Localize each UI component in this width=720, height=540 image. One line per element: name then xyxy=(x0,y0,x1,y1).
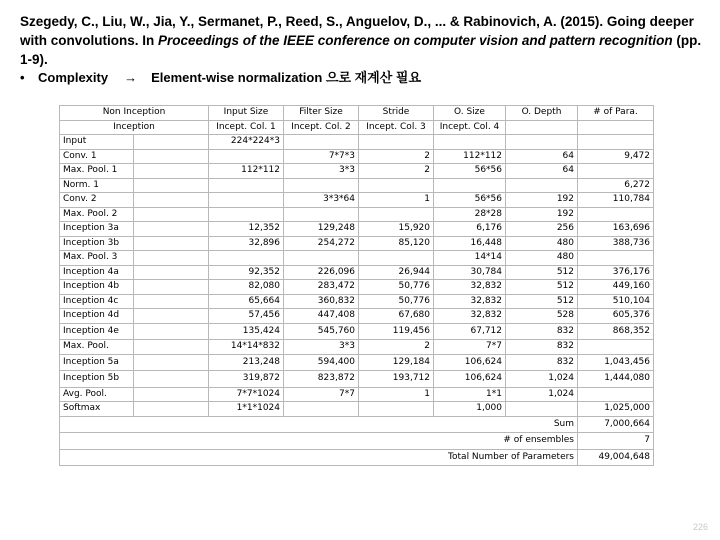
value-cell xyxy=(359,402,434,417)
value-cell: 510,104 xyxy=(578,294,654,309)
value-cell xyxy=(434,135,506,150)
value-cell: 605,376 xyxy=(578,309,654,324)
header-cell: Filter Size xyxy=(284,106,359,121)
subheader-cell: Incept. Col. 2 xyxy=(284,120,359,135)
layer-name-cell: Max. Pool. xyxy=(60,340,134,355)
value-cell: 7*7*3 xyxy=(284,149,359,164)
value-cell: 26,944 xyxy=(359,265,434,280)
summary-value: 7 xyxy=(578,433,654,450)
value-cell: 1 xyxy=(359,193,434,208)
bullet-marker: • xyxy=(20,70,25,85)
spacer-cell xyxy=(134,135,209,150)
subheader-cell: Incept. Col. 4 xyxy=(434,120,506,135)
value-cell: 528 xyxy=(506,309,578,324)
subheader-cell: Inception xyxy=(60,120,209,135)
spacer-cell xyxy=(134,387,209,402)
value-cell: 32,832 xyxy=(434,280,506,295)
value-cell: 226,096 xyxy=(284,265,359,280)
value-cell xyxy=(578,387,654,402)
value-cell: 376,176 xyxy=(578,265,654,280)
spacer-cell xyxy=(134,371,209,388)
value-cell: 14*14*832 xyxy=(209,340,284,355)
table-row xyxy=(60,251,654,266)
layer-name-cell: Avg. Pool. xyxy=(60,387,134,402)
spacer-cell xyxy=(134,251,209,266)
value-cell: 1 xyxy=(359,387,434,402)
layer-name-cell: Inception 5b xyxy=(60,371,134,388)
table-header-row xyxy=(60,106,654,121)
value-cell xyxy=(284,135,359,150)
layer-name-cell: Inception 3a xyxy=(60,222,134,237)
layer-name-cell: Inception 4d xyxy=(60,309,134,324)
table-subheader-row xyxy=(60,120,654,135)
value-cell: 868,352 xyxy=(578,323,654,340)
value-cell: 192 xyxy=(506,193,578,208)
spacer-cell xyxy=(134,149,209,164)
value-cell: 832 xyxy=(506,340,578,355)
spacer-cell xyxy=(134,323,209,340)
page-number: 226 xyxy=(692,522,708,532)
summary-row xyxy=(60,433,654,450)
value-cell: 15,920 xyxy=(359,222,434,237)
value-cell: 56*56 xyxy=(434,193,506,208)
value-cell: 823,872 xyxy=(284,371,359,388)
value-cell: 28*28 xyxy=(434,207,506,222)
summary-label: Total Number of Parameters xyxy=(60,449,578,466)
value-cell xyxy=(578,135,654,150)
value-cell xyxy=(578,340,654,355)
value-cell: 14*14 xyxy=(434,251,506,266)
header-cell: O. Depth xyxy=(506,106,578,121)
spacer-cell xyxy=(134,309,209,324)
value-cell: 1*1 xyxy=(434,387,506,402)
value-cell: 2 xyxy=(359,149,434,164)
table-row xyxy=(60,371,654,388)
table-row xyxy=(60,149,654,164)
subheader-cell xyxy=(506,120,578,135)
value-cell: 512 xyxy=(506,265,578,280)
value-cell: 1,043,456 xyxy=(578,354,654,371)
table-row xyxy=(60,222,654,237)
subheader-cell xyxy=(578,120,654,135)
citation-authors: Szegedy, C., Liu, W., Jia, Y., Sermanet, P., Reed, S., Anguelov, D., ... & Rabinovich, A. (2015). Going deeper with convolutions. In xyxy=(20,14,694,48)
value-cell: 213,248 xyxy=(209,354,284,371)
spacer-cell xyxy=(134,193,209,208)
layer-name-cell: Softmax xyxy=(60,402,134,417)
value-cell xyxy=(209,193,284,208)
value-cell: 3*3 xyxy=(284,340,359,355)
table-row xyxy=(60,135,654,150)
value-cell: 9,472 xyxy=(578,149,654,164)
subheader-cell: Incept. Col. 1 xyxy=(209,120,284,135)
spacer-cell xyxy=(134,354,209,371)
table-row xyxy=(60,207,654,222)
value-cell xyxy=(578,164,654,179)
value-cell: 1,024 xyxy=(506,387,578,402)
value-cell: 110,784 xyxy=(578,193,654,208)
value-cell: 135,424 xyxy=(209,323,284,340)
value-cell xyxy=(578,207,654,222)
layer-name-cell: Inception 5a xyxy=(60,354,134,371)
value-cell: 832 xyxy=(506,354,578,371)
value-cell xyxy=(359,207,434,222)
header-cell: Stride xyxy=(359,106,434,121)
table-row xyxy=(60,402,654,417)
value-cell: 1,024 xyxy=(506,371,578,388)
value-cell xyxy=(578,251,654,266)
value-cell: 7*7 xyxy=(284,387,359,402)
layer-name-cell: Inception 4c xyxy=(60,294,134,309)
table-row xyxy=(60,323,654,340)
layer-name-cell: Inception 4e xyxy=(60,323,134,340)
value-cell: 388,736 xyxy=(578,236,654,251)
value-cell xyxy=(506,402,578,417)
value-cell: 32,832 xyxy=(434,309,506,324)
header-cell: O. Size xyxy=(434,106,506,121)
value-cell: 480 xyxy=(506,251,578,266)
value-cell: 50,776 xyxy=(359,280,434,295)
value-cell xyxy=(284,251,359,266)
spacer-cell xyxy=(134,236,209,251)
table-row xyxy=(60,236,654,251)
layer-name-cell: Input xyxy=(60,135,134,150)
summary-label: Sum xyxy=(60,416,578,433)
spacer-cell xyxy=(134,340,209,355)
spacer-cell xyxy=(134,265,209,280)
summary-value: 49,004,648 xyxy=(578,449,654,466)
value-cell xyxy=(209,207,284,222)
bullet-text: Element-wise normalization 으로 재계산 필요 xyxy=(151,70,422,85)
value-cell: 129,248 xyxy=(284,222,359,237)
table-row xyxy=(60,193,654,208)
value-cell: 32,896 xyxy=(209,236,284,251)
value-cell xyxy=(359,178,434,193)
value-cell xyxy=(284,402,359,417)
value-cell: 112*112 xyxy=(434,149,506,164)
header-cell: Non Inception xyxy=(60,106,209,121)
value-cell: 30,784 xyxy=(434,265,506,280)
value-cell: 283,472 xyxy=(284,280,359,295)
citation-venue: Proceedings of the IEEE conference on computer vision and pattern recognition xyxy=(158,33,673,48)
bullet-complexity xyxy=(20,67,421,86)
value-cell: 119,456 xyxy=(359,323,434,340)
value-cell: 64 xyxy=(506,149,578,164)
value-cell xyxy=(359,135,434,150)
layer-name-cell: Inception 3b xyxy=(60,236,134,251)
value-cell xyxy=(284,207,359,222)
layer-name-cell: Max. Pool. 2 xyxy=(60,207,134,222)
value-cell: 2 xyxy=(359,164,434,179)
value-cell: 92,352 xyxy=(209,265,284,280)
value-cell: 480 xyxy=(506,236,578,251)
citation xyxy=(20,12,710,69)
layer-name-cell: Conv. 2 xyxy=(60,193,134,208)
summary-row xyxy=(60,449,654,466)
value-cell: 6,176 xyxy=(434,222,506,237)
value-cell: 112*112 xyxy=(209,164,284,179)
arrow-right-icon: → xyxy=(124,70,138,85)
value-cell: 545,760 xyxy=(284,323,359,340)
header-cell: # of Para. xyxy=(578,106,654,121)
spacer-cell xyxy=(134,164,209,179)
value-cell: 192 xyxy=(506,207,578,222)
layer-name-cell: Max. Pool. 3 xyxy=(60,251,134,266)
table-row xyxy=(60,387,654,402)
value-cell: 82,080 xyxy=(209,280,284,295)
table-row xyxy=(60,294,654,309)
value-cell: 163,696 xyxy=(578,222,654,237)
value-cell: 32,832 xyxy=(434,294,506,309)
value-cell: 254,272 xyxy=(284,236,359,251)
spacer-cell xyxy=(134,222,209,237)
summary-row xyxy=(60,416,654,433)
value-cell xyxy=(284,178,359,193)
value-cell xyxy=(434,178,506,193)
value-cell: 512 xyxy=(506,294,578,309)
value-cell: 3*3*64 xyxy=(284,193,359,208)
value-cell: 85,120 xyxy=(359,236,434,251)
value-cell: 16,448 xyxy=(434,236,506,251)
value-cell: 193,712 xyxy=(359,371,434,388)
value-cell: 129,184 xyxy=(359,354,434,371)
value-cell: 67,680 xyxy=(359,309,434,324)
value-cell: 512 xyxy=(506,280,578,295)
value-cell: 832 xyxy=(506,323,578,340)
value-cell xyxy=(506,178,578,193)
value-cell: 12,352 xyxy=(209,222,284,237)
citation-pages: (pp. 1-9). xyxy=(20,33,702,67)
value-cell: 7*7 xyxy=(434,340,506,355)
table-row xyxy=(60,309,654,324)
value-cell: 6,272 xyxy=(578,178,654,193)
value-cell: 56*56 xyxy=(434,164,506,179)
table-row xyxy=(60,178,654,193)
layer-name-cell: Conv. 1 xyxy=(60,149,134,164)
spacer-cell xyxy=(134,207,209,222)
table-row xyxy=(60,340,654,355)
layer-name-cell: Max. Pool. 1 xyxy=(60,164,134,179)
parameter-table xyxy=(59,105,654,466)
table-row xyxy=(60,265,654,280)
spacer-cell xyxy=(134,280,209,295)
table-row xyxy=(60,354,654,371)
spacer-cell xyxy=(134,402,209,417)
layer-name-cell: Inception 4b xyxy=(60,280,134,295)
value-cell: 106,624 xyxy=(434,354,506,371)
value-cell xyxy=(209,251,284,266)
value-cell: 7*7*1024 xyxy=(209,387,284,402)
value-cell: 2 xyxy=(359,340,434,355)
layer-name-cell: Inception 4a xyxy=(60,265,134,280)
spacer-cell xyxy=(134,294,209,309)
table-body xyxy=(60,106,654,466)
summary-value: 7,000,664 xyxy=(578,416,654,433)
value-cell: 65,664 xyxy=(209,294,284,309)
value-cell: 64 xyxy=(506,164,578,179)
value-cell: 449,160 xyxy=(578,280,654,295)
summary-label: # of ensembles xyxy=(60,433,578,450)
value-cell: 1,444,080 xyxy=(578,371,654,388)
value-cell: 1,000 xyxy=(434,402,506,417)
table-row xyxy=(60,280,654,295)
value-cell: 360,832 xyxy=(284,294,359,309)
value-cell xyxy=(209,149,284,164)
header-cell: Input Size xyxy=(209,106,284,121)
value-cell: 3*3 xyxy=(284,164,359,179)
spacer-cell xyxy=(134,178,209,193)
subheader-cell: Incept. Col. 3 xyxy=(359,120,434,135)
value-cell xyxy=(209,178,284,193)
value-cell: 319,872 xyxy=(209,371,284,388)
layer-name-cell: Norm. 1 xyxy=(60,178,134,193)
value-cell xyxy=(359,251,434,266)
value-cell: 224*224*3 xyxy=(209,135,284,150)
value-cell: 57,456 xyxy=(209,309,284,324)
bullet-topic: Complexity xyxy=(38,70,109,85)
value-cell: 106,624 xyxy=(434,371,506,388)
value-cell xyxy=(506,135,578,150)
value-cell: 1,025,000 xyxy=(578,402,654,417)
value-cell: 447,408 xyxy=(284,309,359,324)
value-cell: 594,400 xyxy=(284,354,359,371)
value-cell: 67,712 xyxy=(434,323,506,340)
value-cell: 50,776 xyxy=(359,294,434,309)
table-row xyxy=(60,164,654,179)
value-cell: 1*1*1024 xyxy=(209,402,284,417)
value-cell: 256 xyxy=(506,222,578,237)
